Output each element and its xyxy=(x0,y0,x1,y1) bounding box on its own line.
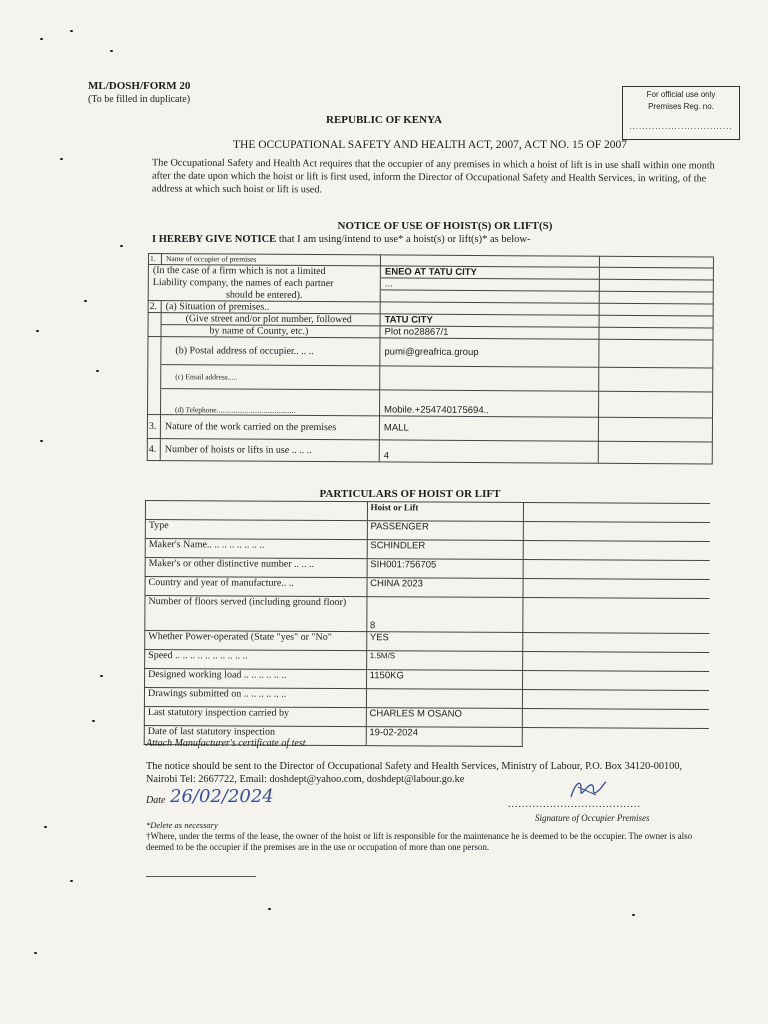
occupier-name-extra-cell xyxy=(599,267,713,280)
republic-heading: REPUBLIC OF KENYA xyxy=(326,114,442,126)
empty-cell xyxy=(599,315,713,328)
particular-label: Maker's Name.. .. .. .. .. .. .. .. xyxy=(145,539,367,559)
empty-cell xyxy=(523,597,709,633)
empty-cell xyxy=(598,441,712,464)
work-nature-label: Nature of the work carried on the premises xyxy=(160,415,379,440)
scan-speck xyxy=(70,880,73,882)
situation-value-plot: Plot no28867/1 xyxy=(380,326,599,339)
occupier-name-value: ENEO AT TATU CITY xyxy=(380,266,599,279)
particular-value xyxy=(366,689,523,709)
item-number: 1. xyxy=(148,254,161,265)
premises-reg-field: ................................ xyxy=(629,122,733,131)
item-number: 2. xyxy=(148,301,161,313)
scan-speck xyxy=(100,675,103,677)
occupier-name-extra xyxy=(599,256,713,268)
particular-label: Designed working load .. .. .. .. .. .. xyxy=(145,669,367,689)
empty-cell xyxy=(599,339,713,368)
scan-speck xyxy=(268,908,271,910)
empty-cell xyxy=(599,303,713,316)
official-use-label: For official use only xyxy=(646,90,716,99)
empty-cell xyxy=(523,578,709,598)
situation-label: (a) Situation of premises.. xyxy=(161,301,380,314)
empty-cell xyxy=(145,501,367,521)
item-number: 4. xyxy=(147,438,160,460)
situation-line3: by name of County, etc.) xyxy=(161,325,380,338)
particular-value: SIH001:756705 xyxy=(367,559,524,579)
empty-cell xyxy=(524,502,710,522)
scan-speck xyxy=(70,30,73,32)
premises-reg-label: Premises Reg. no. xyxy=(648,102,714,111)
occupier-partner-cell xyxy=(599,279,713,292)
particular-value: PASSENGER xyxy=(367,521,524,541)
scan-speck xyxy=(34,952,37,954)
occupier-name-label: Name of occupier of premises xyxy=(161,254,380,266)
hoist-column-header: Hoist or Lift xyxy=(367,502,524,522)
situation-line2: (Give street and/or plot number, followed xyxy=(161,313,380,326)
occupier-definition-note: †Where, under the terms of the lease, the owner of the hoist or lift is responsible for the maintenance he is deemed to be the occupier. The owner is also deemed to be the occupier if the premises are in the use or occupation of more than one person. xyxy=(146,831,693,852)
act-heading: THE OCCUPATIONAL SAFETY AND HEALTH ACT, 2007, ACT NO. 15 OF 2007 xyxy=(232,139,627,151)
particulars-table xyxy=(144,500,710,748)
empty-cell xyxy=(599,367,713,392)
empty-cell xyxy=(148,365,161,389)
particular-value: YES xyxy=(366,632,523,652)
telephone-value: Mobile.+254740175694.. xyxy=(380,390,599,417)
occupier-table xyxy=(147,253,714,464)
empty-cell xyxy=(148,313,161,325)
work-nature-value: MALL xyxy=(379,416,598,441)
particular-label: Country and year of manufacture.. .. xyxy=(145,577,367,597)
give-notice-bold: I HEREBY GIVE NOTICE xyxy=(152,234,277,245)
empty-cell xyxy=(523,708,709,728)
empty-cell xyxy=(523,670,709,690)
telephone-label: (d) Telephone.......................................... xyxy=(161,389,380,416)
particular-value: 19-02-2024 xyxy=(366,727,523,747)
give-notice-text: that I am using/intend to use* a hoist(s) or lift(s)* as below- xyxy=(276,234,531,245)
form-code: ML/DOSH/FORM 20 xyxy=(88,80,191,92)
scan-speck xyxy=(36,330,39,332)
delete-note: *Delete as necessary xyxy=(146,820,218,830)
divider-line xyxy=(146,876,256,877)
particulars-row xyxy=(145,596,710,634)
particular-value: 1150KG xyxy=(366,670,523,690)
occupier-name-dots: ... xyxy=(380,278,599,291)
hoists-count-label: Number of hoists or lifts in use .. .. .. xyxy=(160,439,379,462)
give-notice-statement xyxy=(152,234,530,245)
empty-cell xyxy=(523,651,709,671)
particular-value: CHARLES M OSANO xyxy=(366,708,523,728)
email-label: (c) Email address..... xyxy=(161,365,380,390)
particular-value: SCHINDLER xyxy=(367,540,524,560)
scan-speck xyxy=(110,50,113,52)
date-label: Date xyxy=(146,795,166,806)
particulars-title: PARTICULARS OF HOIST OR LIFT xyxy=(319,488,501,500)
particular-value: CHINA 2023 xyxy=(367,578,524,598)
scan-speck xyxy=(44,826,47,828)
hoists-count-value: 4 xyxy=(379,440,598,463)
empty-cell xyxy=(524,540,710,560)
particular-label: Speed .. .. .. .. .. .. .. .. .. .. xyxy=(145,650,367,670)
date-handwritten: 26/02/2024 xyxy=(170,786,274,807)
empty-cell xyxy=(599,291,713,304)
scan-speck xyxy=(40,440,43,442)
particular-value: 8 xyxy=(366,597,523,633)
particular-label: Whether Power-operated (State "yes" or "No" xyxy=(145,631,367,651)
email-value xyxy=(380,366,599,391)
situation-value-town: TATU CITY xyxy=(380,314,599,327)
particular-label: Type xyxy=(145,520,367,540)
scan-speck xyxy=(120,245,123,247)
occupier-name-line2: (In the case of a firm which is not a limited xyxy=(148,265,380,278)
empty-cell xyxy=(524,521,710,541)
attach-certificate-note: Attach Manufacturer's certificate of test xyxy=(146,738,306,749)
scan-speck xyxy=(92,720,95,722)
scan-speck xyxy=(60,158,63,160)
intro-paragraph: The Occupational Safety and Health Act requires that the occupier of any premises in which a hoist of lift is in use shall within one month after the date upon which the hoist or lift is first used, inform the Director of Occupational Safety and Health Services, in writing, of the address at which such hoist or lift is used. xyxy=(151,157,715,196)
occupier-name-line3: Liability company, the names of each partner xyxy=(148,277,380,290)
particular-label: Drawings submitted on .. .. .. .. .. .. xyxy=(144,688,366,708)
occupier-name-line4: should be entered). xyxy=(148,289,380,302)
signature-label: Signature of Occupier Premises xyxy=(535,813,650,823)
scan-speck xyxy=(40,38,43,40)
empty-cell xyxy=(523,727,709,747)
empty-cell xyxy=(599,327,713,340)
particular-label: Number of floors served (including ground floor) xyxy=(145,596,367,632)
empty-cell xyxy=(148,337,161,365)
empty-cell xyxy=(148,389,161,415)
scan-speck xyxy=(632,914,635,916)
particular-value: 1.5M/S xyxy=(366,651,523,671)
item-number: 3. xyxy=(147,415,160,439)
empty-cell xyxy=(598,417,712,442)
empty-cell xyxy=(524,559,710,579)
form-subtitle: (To be filled in duplicate) xyxy=(88,94,191,105)
scan-speck xyxy=(84,300,87,302)
send-instructions: The notice should be sent to the Director of Occupational Safety and Health Services, Ministry of Labour, P.O. Box 34120-00100, Nairobi Tel: 2667722, Email: doshdept@yahoo.com, doshdept@labour.go.ke xyxy=(146,761,683,785)
empty-cell xyxy=(148,325,161,337)
particular-label: Maker's or other distinctive number .. .. .. xyxy=(145,558,367,578)
scan-speck xyxy=(96,370,99,372)
postal-address-label: (b) Postal address of occupier.. .. .. xyxy=(161,337,380,366)
empty-cell xyxy=(523,689,709,709)
official-use-box xyxy=(622,86,740,140)
empty-cell xyxy=(523,632,709,652)
postal-address-value: pumi@greafrica.group xyxy=(380,338,599,367)
notice-title: NOTICE OF USE OF HOIST(S) OR LIFT(S) xyxy=(337,220,553,232)
signature-line: ...................................... xyxy=(508,799,641,810)
empty-cell xyxy=(599,391,713,418)
particular-label: Last statutory inspection carried by xyxy=(144,706,366,726)
particular-label: Date of last statutory inspection xyxy=(144,725,366,745)
